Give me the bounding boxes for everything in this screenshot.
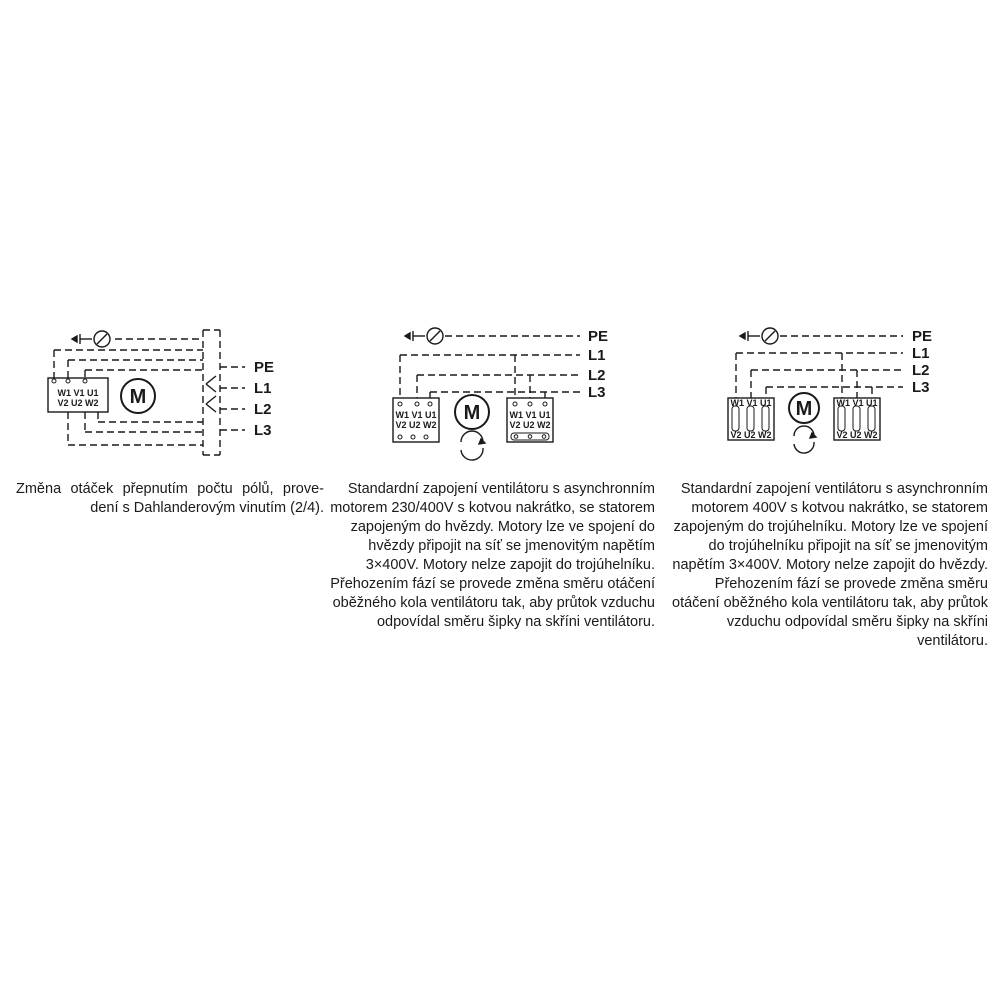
star-wiring-diagram (385, 320, 625, 465)
ground-icon (740, 328, 778, 344)
label-l1: L1 (912, 345, 930, 362)
caption-delta: Standardní zapojení ventilátoru s asynchronním motorem 400V s kotvou nakrátko, se statorem zapojeným do trojúhelníku. Motory lze ve spojení do trojúhelníku připojit na síť se jmenovitým napětím 3×400V. Motory nelze zapojit do hvězdy. Přehozením fází se provede změna směru otáčení oběžného kola ventilátoru tak, aby průtok vzduchu odpovídal směru šipky na skříni ventilátoru. (672, 481, 988, 649)
svg-text:W1 V1 U1: W1 V1 U1 (730, 398, 772, 408)
terminal-box-input (728, 398, 774, 440)
svg-text:M: M (463, 402, 481, 424)
terminal-top-labels: W1 V1 U1 (57, 388, 99, 398)
svg-text:V2 U2 W2: V2 U2 W2 (395, 420, 437, 430)
caption-star: Standardní zapojení ventilátoru s asynchronním motorem 230/400V s kotvou nakrátko, se statorem zapojeným do hvězdy. Motory lze ve spojení do hvězdy připojit na síť se jmenovitým napětím 3×400V. Motory nelze zapojit do trojúhelníku. Přehozením fází se provede změna směru otáčení oběžného kola ventilátoru tak, aby průtok vzduchu odpovídal směru šipky na skříni ventilátoru. (330, 481, 655, 630)
label-l3: L3 (912, 379, 930, 396)
motor-icon (121, 379, 155, 413)
ground-icon (405, 328, 443, 344)
label-l1: L1 (588, 347, 606, 364)
svg-text:M: M (795, 398, 813, 420)
svg-text:W1 V1 U1: W1 V1 U1 (395, 410, 437, 420)
rotation-arrow-icon (461, 431, 485, 460)
ground-icon (72, 331, 110, 347)
label-pe: PE (588, 328, 609, 345)
label-pe: PE (912, 328, 933, 345)
label-l3: L3 (254, 422, 272, 439)
delta-wiring-diagram (718, 320, 958, 465)
label-l2: L2 (912, 362, 930, 379)
label-l1: L1 (254, 380, 272, 397)
label-l2: L2 (254, 401, 272, 418)
caption-dahlander: Změna otáček přepnutím počtu pólů, prove-dení s Dahlanderovým vinutím (2/4). (16, 481, 324, 516)
svg-text:V2 U2 W2: V2 U2 W2 (730, 430, 772, 440)
svg-text:W1 V1 U1: W1 V1 U1 (836, 398, 878, 408)
svg-text:V2 U2 W2: V2 U2 W2 (836, 430, 878, 440)
terminal-bottom-labels: V2 U2 W2 (57, 398, 99, 408)
terminal-box-input (393, 398, 439, 442)
label-pe: PE (254, 359, 275, 376)
dahlander-wiring-diagram (40, 320, 300, 460)
motor-icon (455, 395, 489, 429)
svg-text:M: M (129, 386, 147, 408)
rotation-arrow-icon (794, 426, 816, 453)
svg-text:W1 V1 U1: W1 V1 U1 (509, 410, 551, 420)
label-l3: L3 (588, 384, 606, 401)
svg-text:V2 U2 W2: V2 U2 W2 (509, 420, 551, 430)
terminal-box (48, 378, 108, 412)
motor-icon (789, 393, 819, 423)
terminal-box-delta (834, 398, 880, 440)
terminal-box-star (507, 398, 553, 442)
label-l2: L2 (588, 367, 606, 384)
